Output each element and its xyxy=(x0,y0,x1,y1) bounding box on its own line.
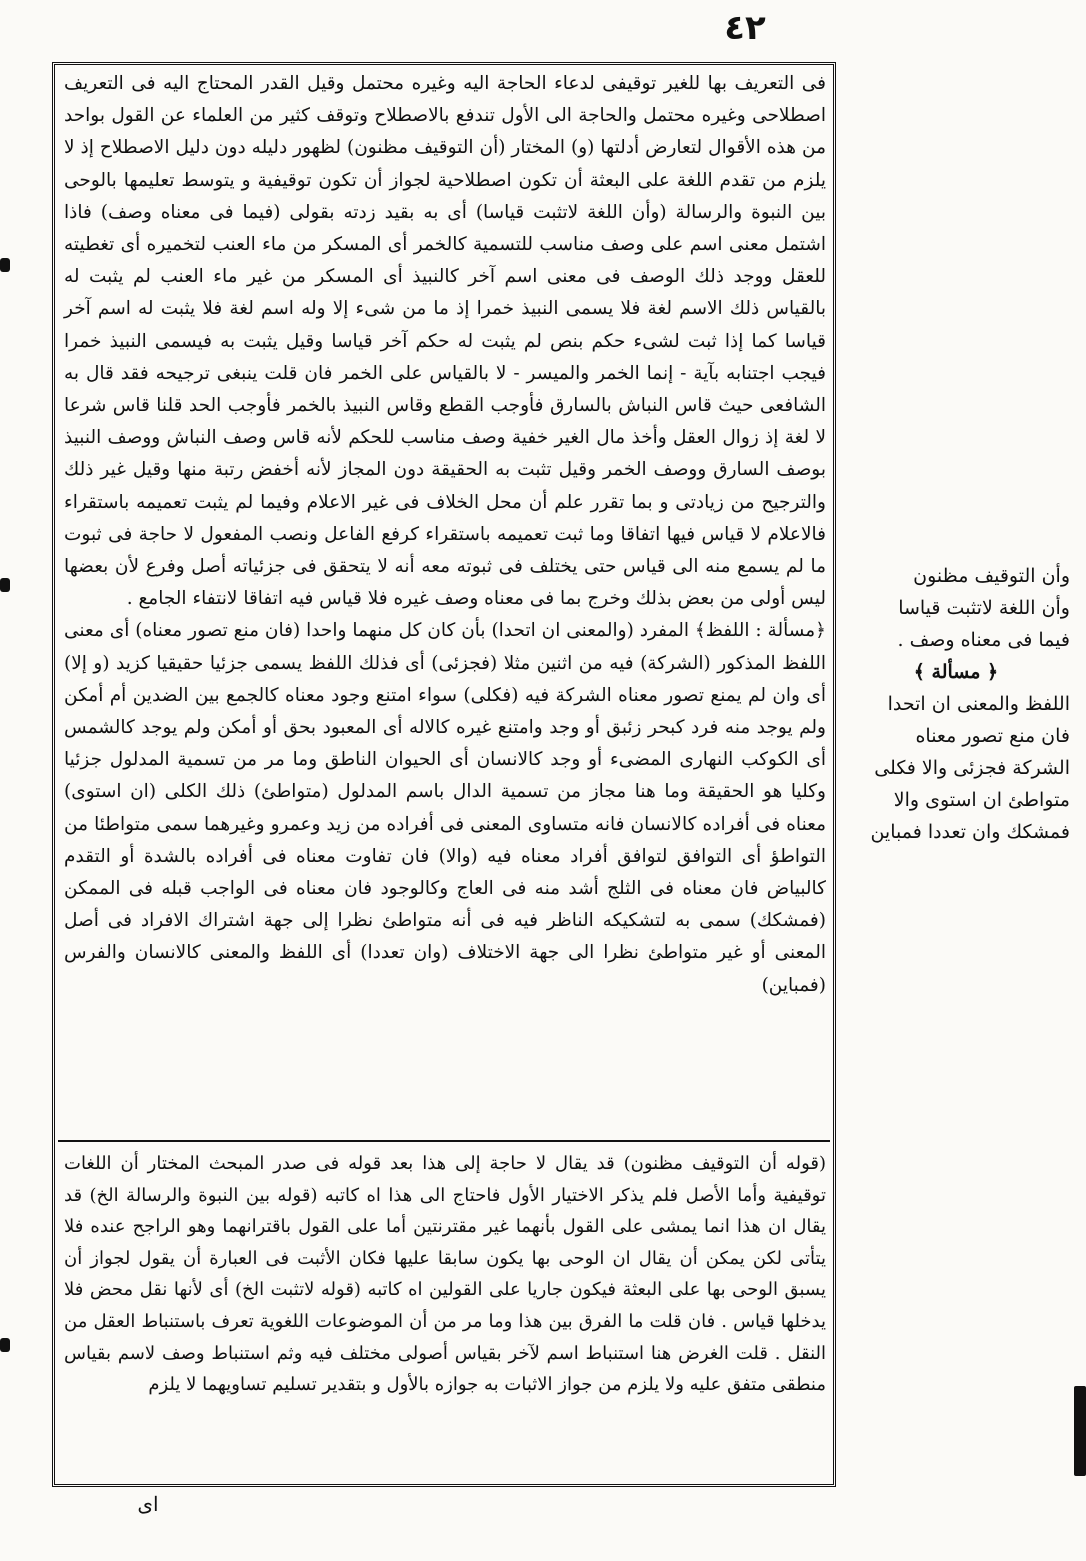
margin-note-line: فمشكك وان تعددا فمباين xyxy=(870,821,1070,843)
page-number: ٤٢ xyxy=(724,8,766,48)
main-paragraph-1: فى التعريف بها للغير توقيفى لدعاء الحاجة اليه وغيره محتمل وقيل القدر المحتاج اليه فى التعريف اصطلاحى وغيره محتمل والحاجة الى الأول تندفع بالاصطلاح وتوقف كثير من العلماء عن القول بواحد من هذه الأقوال لتعارض أدلتها (و) المختار (أن التوقيف مظنون) لظهور دليله دون دليل الاصطلاح إذ لا يلزم من تقدم اللغة على البعثة أن تكون اصطلاحية لجواز أن تكون توقيفية و يتوسط تعليمها بالوحى بين النبوة والرسالة (وأن اللغة لاتثبت قياسا) أى به بقيد زدته بقولى (فيما فى معناه وصف) فاذا اشتمل معنى اسم على وصف مناسب للتسمية كالخمر أى المسكر من ماء العنب لتخميره أى تغطيته للعقل ووجد ذلك الوصف فى معنى اسم آخر كالنبيذ أى المسكر من غير ماء العنب لم يثبت له بالقياس ذلك الاسم لغة فلا يسمى النبيذ خمرا إذ ما من شىء إلا وله اسم لغة فلا يثبت له اسم آخر قياسا كما إذا ثبت لشىء حكم بنص لم يثبت له حكم آخر قياسا وقيل يثبت به فيسمى النبيذ خمرا فيجب اجتنابه بآية - إنما الخمر والميسر - لا بالقياس على الخمر فان قلت ينبغى ترجيحه فقد قال به الشافعى حيث قاس النباش بالسارق فأوجب القطع وقاس النبيذ بالخمر فأوجب الحد قلنا قاس شرعا لا لغة إذ زوال العقل وأخذ مال الغير خفية وصف مناسب للحكم لأنه قاس وصف النباش ووصف النبيذ بوصف السارق ووصف الخمر وقيل تثبت به الحقيقة دون المجاز لأنه أخفض رتبة منها وقيل غير ذلك والترجيح من زيادتى و بما تقرر علم أن محل الخلاف فى غير الاعلام وفيما لم يثبت تعميمه باستقراء فالاعلام لا قياس فيها اتفاقا وما ثبت تعميمه باستقراء كرفع الفاعل ونصب المفعول لا حاجة فى ثبوت ما لم يسمع منه الى قياس حتى يختلف فى ثبوته معه أنه لا يتحقق فى جزئياته أصل وفرع لأن بعضها ليس أولى من بعض بذلك وخرج بما فى معناه وصف غيره فلا قياس فيه اتفاقا لانتفاء الجامع . xyxy=(64,73,826,610)
margin-note-line: متواطئ ان استوى والا xyxy=(893,789,1070,811)
margin-note-line: وأن التوقيف مظنون xyxy=(913,565,1070,587)
margin-note-line: فيما فى معناه وصف . xyxy=(897,629,1070,651)
catchword: اى xyxy=(137,1492,159,1516)
margin-note-heading: ﴿ مسألة ﴾ xyxy=(913,661,999,683)
scan-mark xyxy=(1074,1386,1086,1476)
margin-notes xyxy=(842,560,1070,848)
commentary-separator xyxy=(58,1140,830,1142)
scan-mark xyxy=(0,578,10,592)
margin-note-line: فان منع تصور معناه xyxy=(915,725,1070,747)
margin-note-line: وأن اللغة لاتثبت قياسا xyxy=(898,597,1070,619)
main-text xyxy=(64,68,826,1002)
main-paragraph-2: ﴿مسألة : اللفظ﴾ المفرد (والمعنى ان اتحدا) بأن كان كل منهما واحدا (فان منع تصور معناه) أى معنى اللفظ المذكور (الشركة) فيه من اثنين مثلا (فجزئى) أى فذلك اللفظ يسمى جزئيا حقيقيا كزيد (و إلا) أى وان لم يمنع تصور معناه الشركة فيه (فكلى) سواء امتنع وجود معناه كالجمع بين الضدين أم أمكن ولم يوجد منه فرد كبحر زئبق أو وجد وامتنع غيره كالاله أى المعبود بحق أو أمكن ولم يوجد كالشمس أى الكوكب النهارى المضىء أو وجد كالانسان أى الحيوان الناطق وما مر من تسمية المدلول جزئيا وكليا هو الحقيقة وما هنا مجاز من تسمية الدال باسم المدلول (متواطئ) ذلك الكلى (ان استوى) معناه فى أفراده كالانسان فانه متساوى المعنى فى أفراده من زيد وعمرو وغيرهما سمى متواطئا من التواطؤ أى التوافق لتوافق أفراد معناه فيه (والا) فان تفاوت معناه فى أفراده بالشدة أو التقدم كالبياض فان معناه فى الثلج أشد منه فى العاج وكالوجود فان معناه فى الواجب قبله فى الممكن (فمشكك) سمى به لتشكيكه الناظر فيه فى أنه متواطئ نظرا إلى جهة اشتراك الافراد فى أصل المعنى أو غير متواطئ نظرا الى جهة الاختلاف (وان تعددا) أى اللفظ والمعنى كالانسان والفرس (فمباين) xyxy=(64,620,826,996)
scan-mark xyxy=(0,258,10,272)
margin-note-line: الشركة فجزئى والا فكلى xyxy=(874,757,1070,779)
commentary-text xyxy=(64,1148,826,1401)
margin-note-line: اللفظ والمعنى ان اتحدا xyxy=(887,693,1070,715)
scan-mark xyxy=(0,1338,10,1352)
commentary-paragraph: (قوله أن التوقيف مظنون) قد يقال لا حاجة إلى هذا بعد قوله فى صدر المبحث المختار أن اللغات توقيفية وأما الأصل فلم يذكر الاختيار الأول فاحتاج الى هذا اه كاتبه (قوله بين النبوة والرسالة الخ) قد يقال ان هذا انما يمشى على القول بأنهما غير مقترنتين أما على القول باقترانهما وهو الراجح عنده فلا يتأتى لكن يمكن أن يقال ان الوحى بها يكون سابقا عليها فكان الأثبت فى العبارة أن يقول لجواز أن يسبق الوحى بها على البعثة فيكون جاريا على القولين اه كاتبه (قوله لاتثبت الخ) أى لأنها نقل محض فلا يدخلها قياس . فان قلت ما الفرق بين هذا وما مر من أن الموضوعات اللغوية تعرف باستنباط العقل من النقل . قلت الغرض هنا استنباط اسم لآخر بقياس أصولى مختلف فيه وثم استنباط وصف لاسم بقياس منطقى متفق عليه ولا يلزم من جواز الاثبات به جوازه بالأول و بتقدير تسليم تساويهما لا يلزم xyxy=(64,1153,826,1396)
